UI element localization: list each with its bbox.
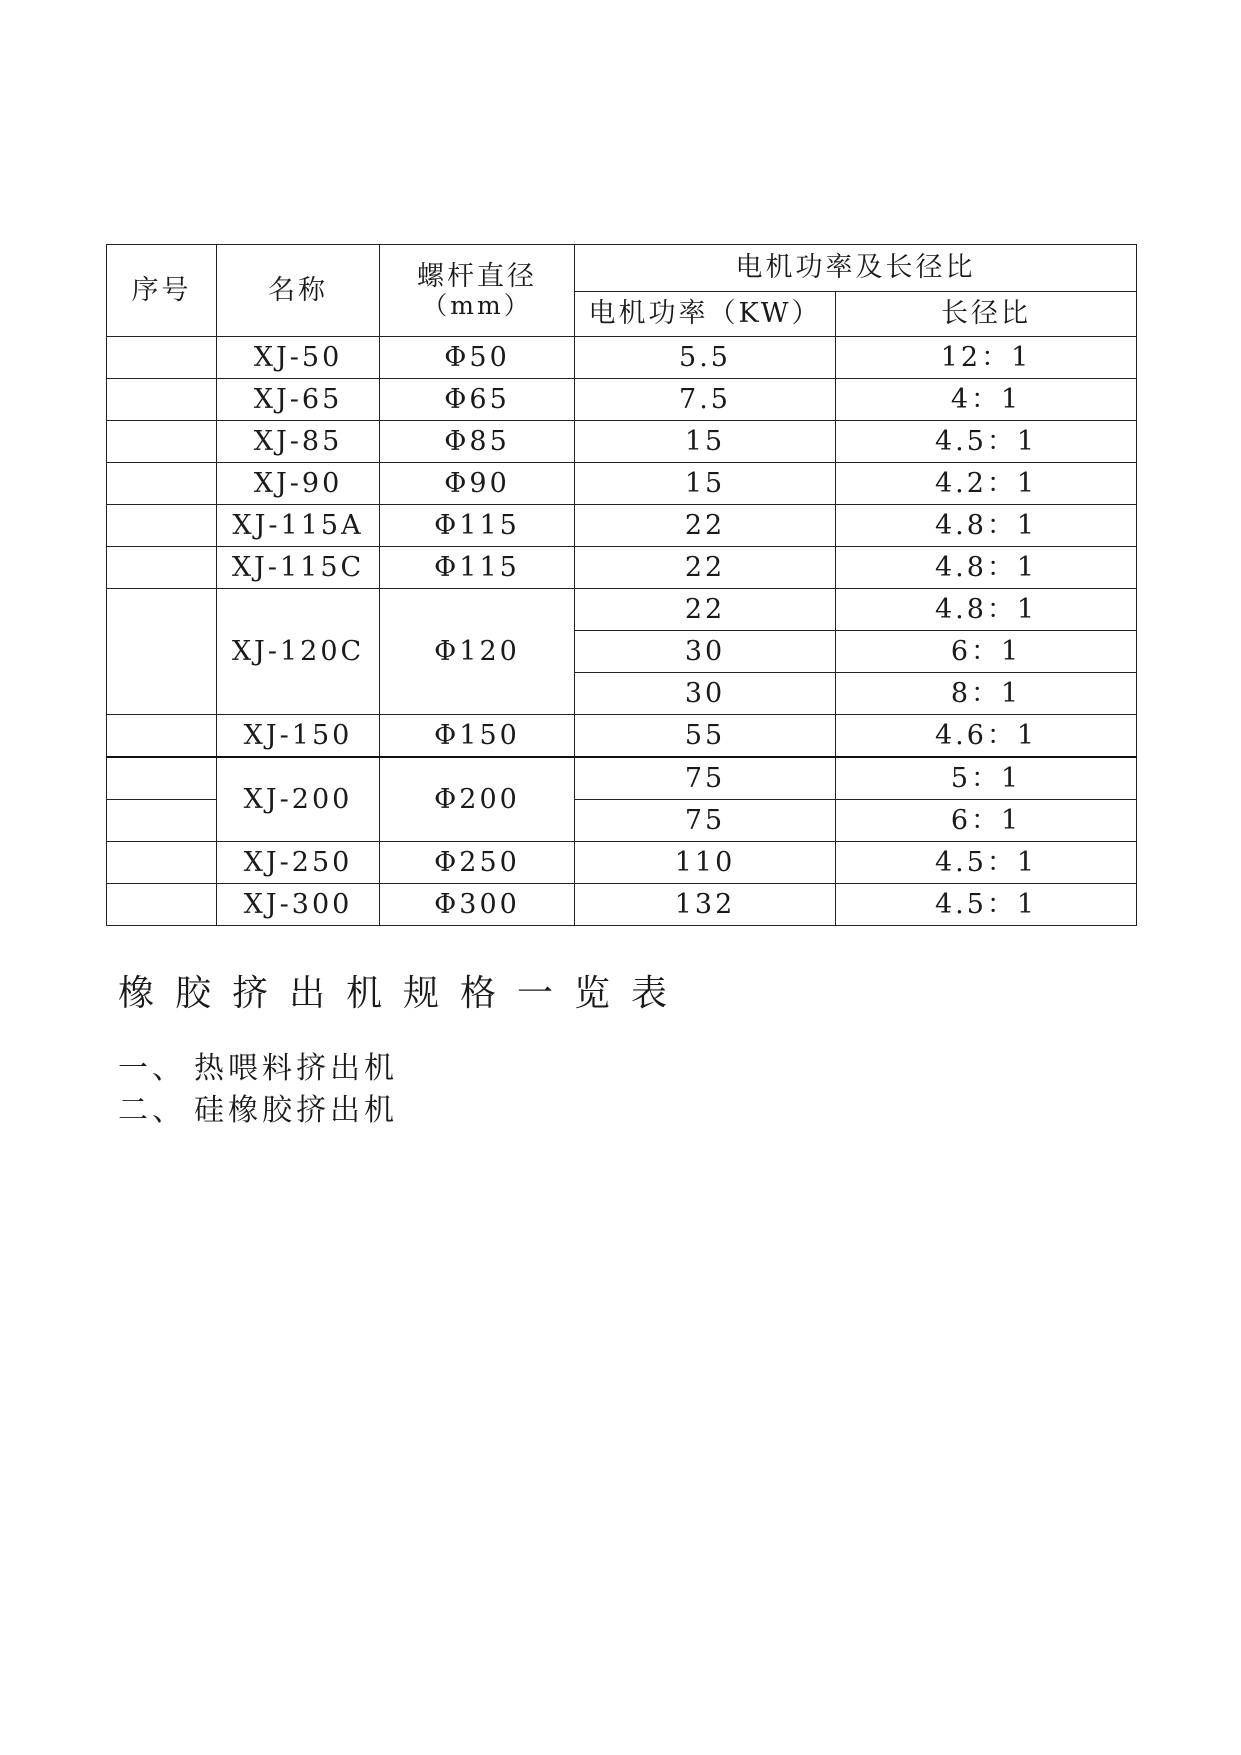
cell-ratio: 8：1 [836,673,1137,715]
cell-power: 55 [575,715,836,758]
list-item [118,1043,398,1087]
cell-seq [107,589,217,715]
cell-power: 30 [575,673,836,715]
cell-ratio: 5：1 [836,757,1137,800]
table-row [107,463,1137,505]
cell-power: 132 [575,884,836,926]
cell-seq [107,463,217,505]
cell-seq [107,421,217,463]
list-item-text: 热喂料挤出机 [194,1051,398,1086]
cell-ratio: 4.8：1 [836,547,1137,589]
header-power: 电机功率（KW） [575,292,836,337]
cell-power: 15 [575,421,836,463]
list-item-number: 一、 [118,1051,186,1086]
cell-name: XJ-150 [217,715,380,758]
header-diameter-label: 螺杆直径 [417,260,537,292]
cell-seq [107,715,217,758]
cell-seq [107,842,217,884]
header-group: 电机功率及长径比 [575,245,1137,292]
spec-table [106,244,1137,926]
cell-power: 75 [575,757,836,800]
table-row [107,337,1137,379]
header-diameter [380,245,575,337]
table-row [107,757,1137,800]
cell-power: 110 [575,842,836,884]
cell-power: 5.5 [575,337,836,379]
cell-name: XJ-300 [217,884,380,926]
cell-name: XJ-120C [217,589,380,715]
list-item [118,1085,398,1129]
cell-power: 75 [575,800,836,842]
cell-diameter: Φ250 [380,842,575,884]
cell-seq [107,337,217,379]
list-item-text: 硅橡胶挤出机 [194,1093,398,1128]
table-row [107,715,1137,758]
cell-name: XJ-90 [217,463,380,505]
cell-seq [107,379,217,421]
cell-power: 22 [575,589,836,631]
cell-diameter: Φ300 [380,884,575,926]
table-row [107,842,1137,884]
cell-ratio: 4.2：1 [836,463,1137,505]
cell-name: XJ-115C [217,547,380,589]
cell-power: 22 [575,505,836,547]
header-name: 名称 [217,245,380,337]
cell-ratio: 6：1 [836,631,1137,673]
cell-name: XJ-115A [217,505,380,547]
cell-diameter: Φ120 [380,589,575,715]
cell-diameter: Φ65 [380,379,575,421]
header-diameter-unit: （mm） [422,290,532,320]
cell-diameter: Φ150 [380,715,575,758]
cell-power: 15 [575,463,836,505]
cell-ratio: 4.8：1 [836,505,1137,547]
cell-seq [107,884,217,926]
cell-diameter: Φ85 [380,421,575,463]
cell-ratio: 4.5：1 [836,421,1137,463]
cell-diameter: Φ90 [380,463,575,505]
cell-diameter: Φ115 [380,547,575,589]
cell-power: 30 [575,631,836,673]
table-row [107,505,1137,547]
cell-name: XJ-85 [217,421,380,463]
header-seq: 序号 [107,245,217,337]
table-row [107,547,1137,589]
table-row [107,884,1137,926]
table-row [107,421,1137,463]
cell-diameter: Φ50 [380,337,575,379]
cell-name: XJ-200 [217,757,380,842]
table-row [107,379,1137,421]
cell-name: XJ-65 [217,379,380,421]
cell-ratio: 4.5：1 [836,884,1137,926]
cell-ratio: 4：1 [836,379,1137,421]
cell-seq [107,505,217,547]
cell-name: XJ-250 [217,842,380,884]
cell-diameter: Φ115 [380,505,575,547]
cell-ratio: 4.8：1 [836,589,1137,631]
cell-diameter: Φ200 [380,757,575,842]
cell-power: 22 [575,547,836,589]
table-row [107,589,1137,631]
header-row-1 [107,245,1137,292]
cell-ratio: 6：1 [836,800,1137,842]
table-caption: 橡胶挤出机规格一览表 [118,973,689,1014]
cell-seq [107,757,217,800]
cell-seq [107,547,217,589]
cell-power: 7.5 [575,379,836,421]
cell-ratio: 4.5：1 [836,842,1137,884]
cell-ratio: 12：1 [836,337,1137,379]
cell-seq [107,800,217,842]
cell-name: XJ-50 [217,337,380,379]
header-ratio: 长径比 [836,292,1137,337]
cell-ratio: 4.6：1 [836,715,1137,758]
list-item-number: 二、 [118,1093,186,1128]
